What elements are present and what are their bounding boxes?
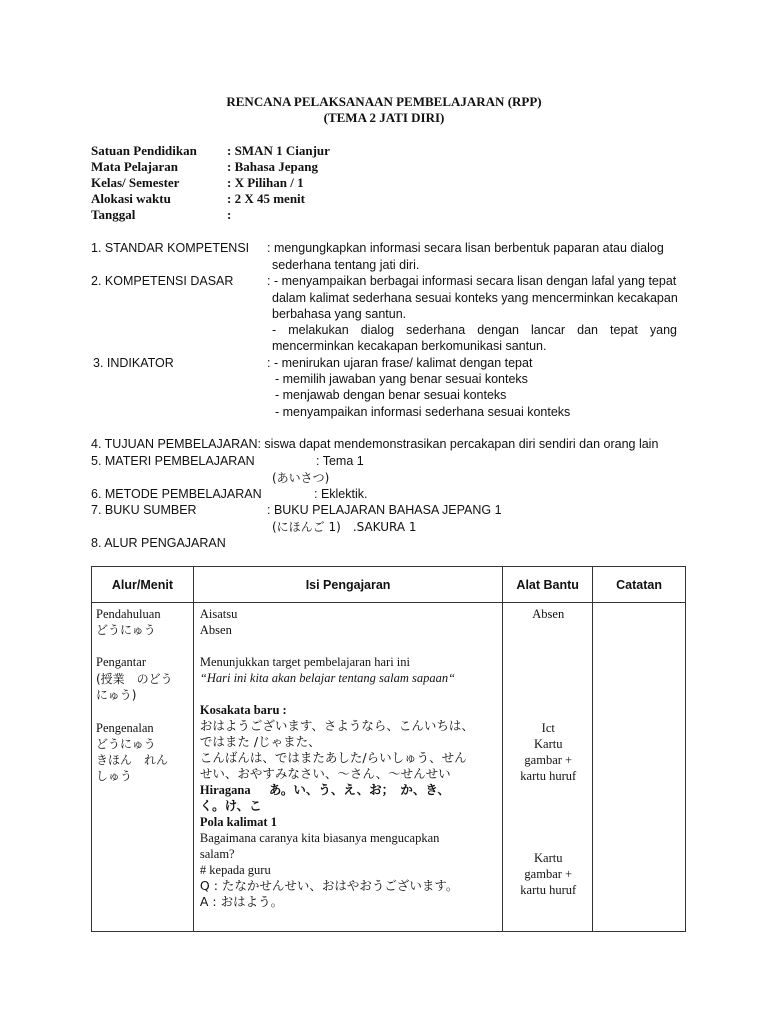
doc-title: RENCANA PELAKSANAAN PEMBELAJARAN (RPP) — [226, 94, 542, 109]
pola-line: Bagaimana caranya kita biasanya mengucapkan — [199, 831, 440, 845]
kosakata-title: Kosakata baru : — [199, 703, 287, 717]
buku-sumber-jp: (にほんご 1) .SAKURA 1 — [272, 520, 417, 534]
indikator-label: 3. INDIKATOR — [93, 356, 174, 370]
kompetensi-dasar-text: : - menyampaikan berbagai informasi secara lisan dengan lafal yang tepat — [267, 274, 677, 288]
kosakata-line: こんばんは、ではまたあした/らいしゅう、せん — [199, 750, 467, 765]
kompetensi-dasar-label: 2. KOMPETENSI DASAR — [91, 274, 234, 288]
isi-absen: Absen — [199, 623, 232, 637]
kompetensi-dasar-text: mencerminkan kecakapan berkomunikasi santun. — [272, 339, 547, 353]
alur-table — [91, 566, 686, 932]
hiragana-chars: あ。い、う、え、お； か、き、 — [268, 782, 450, 797]
kosakata-line: ではまた /じゃまた、 — [199, 734, 321, 749]
table-row — [92, 603, 686, 932]
kosakata-line: せい、おやすみなさい、～さん、～せんせい — [199, 766, 451, 781]
standar-kompetensi-text: : mengungkapkan informasi secara lisan berbentuk paparan atau dialog — [267, 241, 664, 255]
metode-label: 6. METODE PEMBELAJARAN — [91, 487, 262, 501]
buku-sumber-value: : BUKU PELAJARAN BAHASA JEPANG 1 — [267, 503, 502, 517]
pola-line: # kepada guru — [199, 863, 271, 877]
alat-absen: Absen — [532, 607, 565, 621]
indikator-text: - memilih jawaban yang benar sesuai konteks — [275, 372, 528, 386]
indikator-text: - menyampaikan informasi sederhana sesuai konteks — [275, 405, 571, 419]
alat-kartu-huruf: kartu huruf — [520, 883, 577, 897]
materi-label: 5. MATERI PEMBELAJARAN — [91, 454, 255, 468]
identity-label: Kelas/ Semester — [91, 175, 180, 190]
alur-cell — [92, 603, 194, 932]
alat-kartu-huruf: kartu huruf — [520, 769, 577, 783]
kompetensi-dasar-text: berbahasa yang santun. — [272, 307, 407, 321]
identity-label: Satuan Pendidikan — [91, 143, 197, 158]
pola-line: salam? — [199, 847, 235, 861]
pola-answer: A : おはよう。 — [199, 894, 284, 909]
doc-subtitle: (TEMA 2 JATI DIRI) — [323, 110, 445, 125]
alur-pengajaran-label: 8. ALUR PENGAJARAN — [91, 536, 226, 550]
pola-title: Pola kalimat 1 — [199, 815, 277, 829]
indikator-text: : - menirukan ujaran frase/ kalimat dengan tepat — [267, 356, 533, 370]
materi-jp: (あいさつ) — [272, 471, 330, 485]
alur-pendahuluan-jp: どうにゅう — [96, 623, 156, 637]
alat-cell — [503, 603, 593, 932]
identity-label: Alokasi waktu — [91, 191, 171, 206]
table-header: Isi Pengajaran — [193, 567, 502, 603]
materi-value: : Tema 1 — [316, 454, 364, 468]
alur-pengenalan: Pengenalan — [96, 721, 154, 735]
kompetensi-dasar-text: - melakukan dialog sederhana dengan lancar dan tepat yang — [272, 323, 677, 337]
alur-pendahuluan: Pendahuluan — [96, 607, 161, 621]
table-header-row — [92, 567, 686, 603]
standar-kompetensi-label: 1. STANDAR KOMPETENSI — [91, 241, 250, 255]
kosakata-line: おはようございます、さようなら、こんいちは、 — [199, 718, 474, 733]
identity-label: Tanggal — [91, 207, 136, 222]
alat-gambar: gambar + — [524, 753, 573, 767]
alat-kartu: Kartu — [534, 851, 563, 865]
alat-gambar: gambar + — [524, 867, 573, 881]
alur-pengenalan-jp: しゅう — [96, 769, 133, 783]
table-header: Alur/Menit — [92, 567, 194, 603]
isi-aisatsu: Aisatsu — [199, 607, 238, 621]
hiragana-chars: く。け、こ — [199, 798, 262, 813]
identity-value: : X Pilihan / 1 — [227, 175, 304, 190]
catatan-cell — [593, 603, 686, 932]
metode-value: : Eklektik. — [314, 487, 368, 501]
indikator-text: - menjawab dengan benar sesuai konteks — [275, 388, 507, 402]
table-header: Alat Bantu — [503, 567, 593, 603]
isi-target-quote: “Hari ini kita akan belajar tentang salam sapaan“ — [199, 671, 456, 685]
table-header: Catatan — [593, 567, 686, 603]
alur-pengantar-jp: にゅう) — [96, 688, 137, 702]
tujuan-pembelajaran: 4. TUJUAN PEMBELAJARAN: siswa dapat mendemonstrasikan percakapan diri sendiri dan orang lain — [91, 437, 659, 451]
buku-sumber-label: 7. BUKU SUMBER — [91, 503, 197, 517]
alur-pengantar: Pengantar — [96, 655, 146, 669]
alur-pengantar-jp: (授業 のどう — [96, 672, 173, 686]
identity-label: Mata Pelajaran — [91, 159, 179, 174]
identity-value: : — [227, 207, 232, 222]
identity-value: : SMAN 1 Cianjur — [227, 143, 330, 158]
alur-pengenalan-jp: どうにゅう — [96, 737, 156, 751]
alat-kartu: Kartu — [534, 737, 563, 751]
hiragana-label: Hiragana — [199, 783, 251, 797]
identity-value: : 2 X 45 menit — [227, 191, 305, 206]
alur-pengenalan-jp: きほん れん — [96, 753, 169, 767]
kompetensi-dasar-text: dalam kalimat sederhana sesuai konteks yang mencerminkan kecakapan — [272, 291, 678, 305]
isi-target: Menunjukkan target pembelajaran hari ini — [199, 655, 411, 669]
standar-kompetensi-text: sederhana tentang jati diri. — [272, 258, 420, 272]
pola-question: Q : たなかせんせい、おはやおうございます。 — [199, 878, 459, 893]
isi-cell — [193, 603, 502, 932]
identity-value: : Bahasa Jepang — [227, 159, 319, 174]
alat-ict: Ict — [541, 721, 555, 735]
